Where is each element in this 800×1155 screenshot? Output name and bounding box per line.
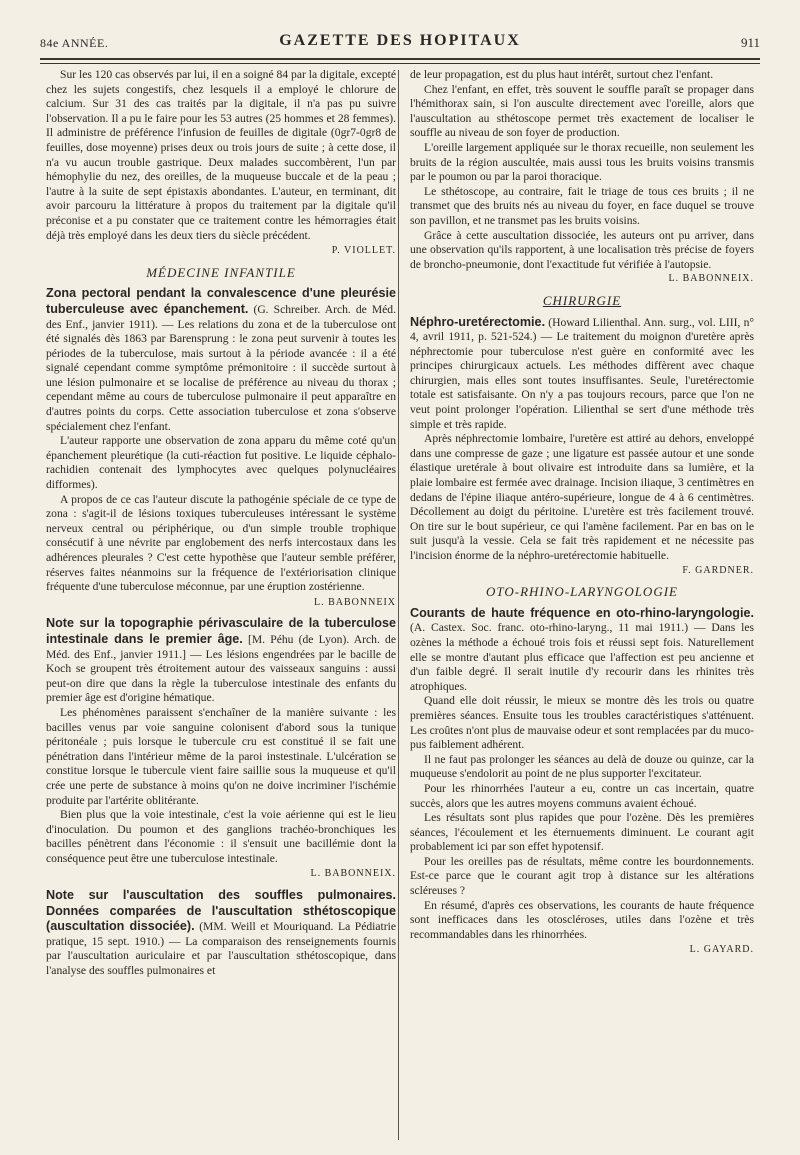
paragraph: L'oreille largement appliquée sur le thorax recueille, non seulement les bruits de la région auscultée, mais aussi tous les bruits voisins transmis par le poumon ou par la paroi thoracique. [410, 140, 754, 184]
intro-paragraph: Sur les 120 cas observés par lui, il en a soigné 84 par la digitale, excepté chez les sujets congestifs, chez lesquels il a employé le chlorure de calcium. Sur 31 des cas traités par la digitale, il n'a pas pu suivre l'observation. Il a pu le faire pour les 53 autres (25 hommes et 28 femmes). Il administre de préférence l'infusion de feuilles de digitale (0gr7-0gr8 de feuilles, dose moyenne) prises deux ou trois jours de suite ; à cette dose, il n'a vu aucun trouble gastrique. Deux malades succombèrent, l'un par hémophylie du nez, des oreilles, de la muqueuse buccale et de la peau ; l'autre à la suite de sept épistaxis abondantes. L'auteur, en terminant, dit avoir parcouru la littérature à propos du traitement par la digitale qu'il préconise et a pu constater que ce traitement contre les hémorragies était déjà très employé dans les deux tiers du siècle précédent. [46, 68, 396, 242]
article-title: Note sur la topographie périvasculaire de la tuberculose intestinale dans le premier âge. [46, 616, 396, 646]
article-signature: L. BABONNEIX. [668, 273, 754, 285]
paragraph: Il ne faut pas prolonger les séances au delà de douze ou quinze, car la muqueuse s'endolorit au point de ne plus supporter l'excitateur. [410, 752, 754, 781]
article-signature: L. GAYARD. [689, 944, 754, 956]
article-reference: (A. Castex. Soc. franc. oto-rhino-laryng., 11 mai 1911.) [410, 621, 689, 635]
paragraph: Bien plus que la voie intestinale, c'est la voie aérienne qui est le lieu d'inoculation. Du poumon et des ganglions trachéo-bronchiques les bacilles pénètrent dans l'économie : il s'ensuit une bacillémie dont la conséquence peut être une tuberculose intestinale. [46, 808, 396, 865]
article-signature: L. BABONNEIX [314, 596, 396, 608]
article-title: Zona pectoral pendant la convalescence d'une pleurésie tuberculeuse avec épanchement. [46, 286, 396, 316]
article-courants-haute-frequence: Courants de haute fréquence en oto-rhino-laryngologie. (A. Castex. Soc. franc. oto-rhino-laryng., 11 mai 1911.) — Dans les ozènes la méthode a échoué trois fois et réussi sept fois. Naturellement elle se montre d'autant plus efficace que l'affection est peu ancienne et d'un faible degré. Il serait inutile d'y recourir dans les rhinites très atrophiques. [410, 605, 754, 693]
paragraph: Les phénomènes paraissent s'enchaîner de la manière suivante : les bacilles venus par voie sanguine colonisent d'abord sous la tunique péritonéale ; puis lorsque le tubercule cru est constitué il se fait une pénétration dans l'intérieur même de la paroi instestinale. L'ulcération se constitue lorsque le tubercule vient faire saillie sous la muqueuse et qu'il crée une perte de substance à moins qu'on ne doive incriminer l'ischémie produite par l'artérite oblitérante. [46, 705, 396, 807]
article-title: Néphro-uretérectomie. [410, 314, 546, 329]
paragraph: En résumé, d'après ces observations, les courants de haute fréquence sont inefficaces dans les otoscléroses, utiles dans l'ozène et très recommandables dans les rhinorrhées. [410, 898, 754, 941]
paragraph: Chez l'enfant, en effet, très souvent le souffle paraît se propager dans l'hémithorax sain, si l'on ausculte directement avec l'oreille, alors que l'auscultation au sthétoscope permet très exactement de localiser le souffle au niveau de son foyer de production. [410, 82, 754, 140]
article-topographie-perivasculaire: Note sur la topographie périvasculaire de la tuberculose intestinale dans le premier âge. [M. Péhu (de Lyon). Arch. de Méd. des Enf., janvier 1911.] — Les lésions engendrées par le bacille de Koch se groupent très étroitement autour des vaisseaux sanguins : aussi peut-on dire que dans la règle la tuberculose intestinale des enfants du premier âge est d'origine hématique. [46, 616, 396, 705]
article-nephro-ureterectomie: Néphro-uretérectomie. (Howard Lilienthal. Ann. surg., vol. LIII, n° 4, avril 1911, p. 521-524.) — Le traitement du moignon d'uretère après néphrectomie pour tuberculose n'est guère en conformité avec les principes chirurgicaux actuels. Les méthodes diffèrent avec chaque chirurgien, mais elles sont toutes insuffisantes. Seule, l'uretérectomie totale est satisfaisante. On n'y a pas toujours recours, parce que l'on ne veut point prolonger l'opération. Lilienthal se sert d'une méthode très simple et très rapide. [410, 314, 754, 431]
section-heading-chirurgie: CHIRURGIE [542, 292, 622, 308]
page-number: 911 [740, 35, 760, 50]
article-title: Courants de haute fréquence en oto-rhino-laryngologie. [410, 605, 754, 620]
column-divider [398, 70, 399, 1140]
paragraph: A propos de ce cas l'auteur discute la pathogénie spéciale de ce type de zona : s'agit-il de lésions toxiques tuberculeuses intéressant le système nerveux central ou périphérique, ou d'un simple trouble trophique consécutif à une névrite par englobement des nerfs intercostaux dans les adhérences pleurales ? C'est cette hypothèse que l'auteur semble préférer, réserves faites néanmoins sur la fréquence de l'extériorisation clinique fréquente d'une tuberculose méconnue, par une éruption zostérienne. [46, 492, 396, 594]
paragraph: Le sthétoscope, au contraire, fait le triage de tous ces bruits ; il ne transmet que des bruits nés au niveau du foyer, en face duquel se trouve son pavillon, et ne transmet pas les bruits voisins. [410, 184, 754, 227]
article-signature: F. GARDNER. [682, 564, 754, 576]
intro-signature: P. VIOLLET. [331, 245, 396, 257]
article-zona-pectoral: Zona pectoral pendant la convalescence d'une pleurésie tuberculeuse avec épanchement. (G. Schreiber. Arch. de Méd. des Enf., janvier 1911). — Les relations du zona et de la tuberculose ont été signalés dès 1863 par Barensprung : le zona peut survenir à toutes les périodes de la tuberculose, mais surtout à la période avancée : il a été signalé cependant comme symptôme prémonitoire : il succède surtout à une lésion pulmonaire et se localise de préférence au niveau du thorax ; cependant même au cours de tuberculose pulmonaire il peut apparaître en d'autres points du corps. Cette association tuberculose et zona s'observe spécialement chez l'enfant. [46, 286, 396, 433]
article-reference: [M. Péhu (de Lyon). Arch. de Méd. des Enf., janvier 1911.] [46, 632, 396, 661]
page-header [40, 30, 760, 56]
paragraph: Après néphrectomie lombaire, l'uretère est attiré au dehors, enveloppé dans une compresse de gaze ; une ligature est passée autour et une sonde élastique uretérale à bout olivaire est introduite dans sa lumière, et la plaie lombaire est fermée avec drainage. Incision iliaque, 3 centimètres en dedans de l'épine iliaque antéro-supérieure, longue de 4 à 6 centimètres. Décollement au doigt du péritoine. L'uretère est très facilement trouvé. On tire sur le bout supérieur, ce qui l'amène facilement. Par en bas on le suit jusqu'à la vessie. Cela se fait très rapidement et ne nécessite pas l'incision énorme de la néphro-uretérectomie habituelle. F. GARDNER. [410, 432, 754, 578]
article-signature: L. BABONNEIX. [310, 868, 396, 880]
left-column [46, 68, 396, 979]
header-rule-thick [40, 58, 760, 60]
article-title: Note sur l'auscultation des souffles pulmonaires. Données comparées de l'auscultation sthétoscopique (auscultation dissociée). [46, 888, 396, 934]
paragraph-continuation: de leur propagation, est du plus haut intérêt, surtout chez l'enfant. [410, 68, 714, 81]
article-reference: (Howard Lilienthal. Ann. surg., vol. LIII, n° 4, avril 1911, p. 521-524.) [410, 315, 754, 344]
paragraph: Quand elle doit réussir, le mieux se montre dès les trois ou quatre premières séances. Ensuite tous les troubles caractéristiques s'atténuent. Les croûtes n'ont plus de mauvaise odeur et sont remplacées par du muco-pus faiblement adhérent. [410, 694, 754, 752]
paragraph: L'auteur rapporte une observation de zona apparu du même coté qu'un épanchement pleurétique (la cuti-réaction fut positive. Le liquide céphalo-rachidien contenait des lymphocytes avec quelques polynucléaires difformes). [46, 434, 396, 492]
journal-title: GAZETTE DES HOPITAUX [279, 32, 521, 49]
paragraph: Pour les oreilles pas de résultats, même contre les bourdonnements. Est-ce parce que le courant agit trop à distance sur les altérations scléreuses ? [410, 854, 754, 898]
paragraph: Pour les rhinorrhées l'auteur a eu, contre un cas incertain, quatre succès, alors que les autres moyens communs avaient échoué. [410, 781, 754, 810]
article-reference: (G. Schreiber. Arch. de Méd. des Enf., janvier 1911). [46, 302, 396, 331]
header-rule-thin [40, 63, 760, 64]
right-column [410, 68, 754, 958]
paragraph: Les résultats sont plus rapides que pour l'ozène. Dès les premières séances, l'écoulement et les éternuements diminuent. Le courant agit probablement ici par son effet hypotensif. [410, 811, 754, 854]
paragraph: Grâce à cette auscultation dissociée, les auteurs ont pu arriver, dans une observation qu'ils rapportent, à une localisation très précise de foyers de broncho-pneumonie, dont l'exactitude fut vérifiée à l'autopsie. L. BABONNEIX. [410, 229, 754, 287]
article-auscultation-souffles: Note sur l'auscultation des souffles pulmonaires. Données comparées de l'auscultation sthétoscopique (auscultation dissociée). (MM. Weill et Mouriquand. La Pédiatrie pratique, 15 sept. 1910.) — La comparaison des renseignements fournis par l'auscultation auriculaire et par l'auscultation sthétoscopique, dans l'analyse des souffles pulmonaires et [46, 888, 396, 978]
volume-year: 84e ANNÉE. [40, 36, 109, 50]
section-heading-medecine-infantile: MÉDECINE INFANTILE [146, 264, 296, 280]
article-reference: (MM. Weill et Mouriquand. La Pédiatrie pratique, 15 sept. 1910.) [46, 920, 396, 948]
section-heading-oto-rhino: OTO-RHINO-LARYNGOLOGIE [486, 584, 678, 600]
